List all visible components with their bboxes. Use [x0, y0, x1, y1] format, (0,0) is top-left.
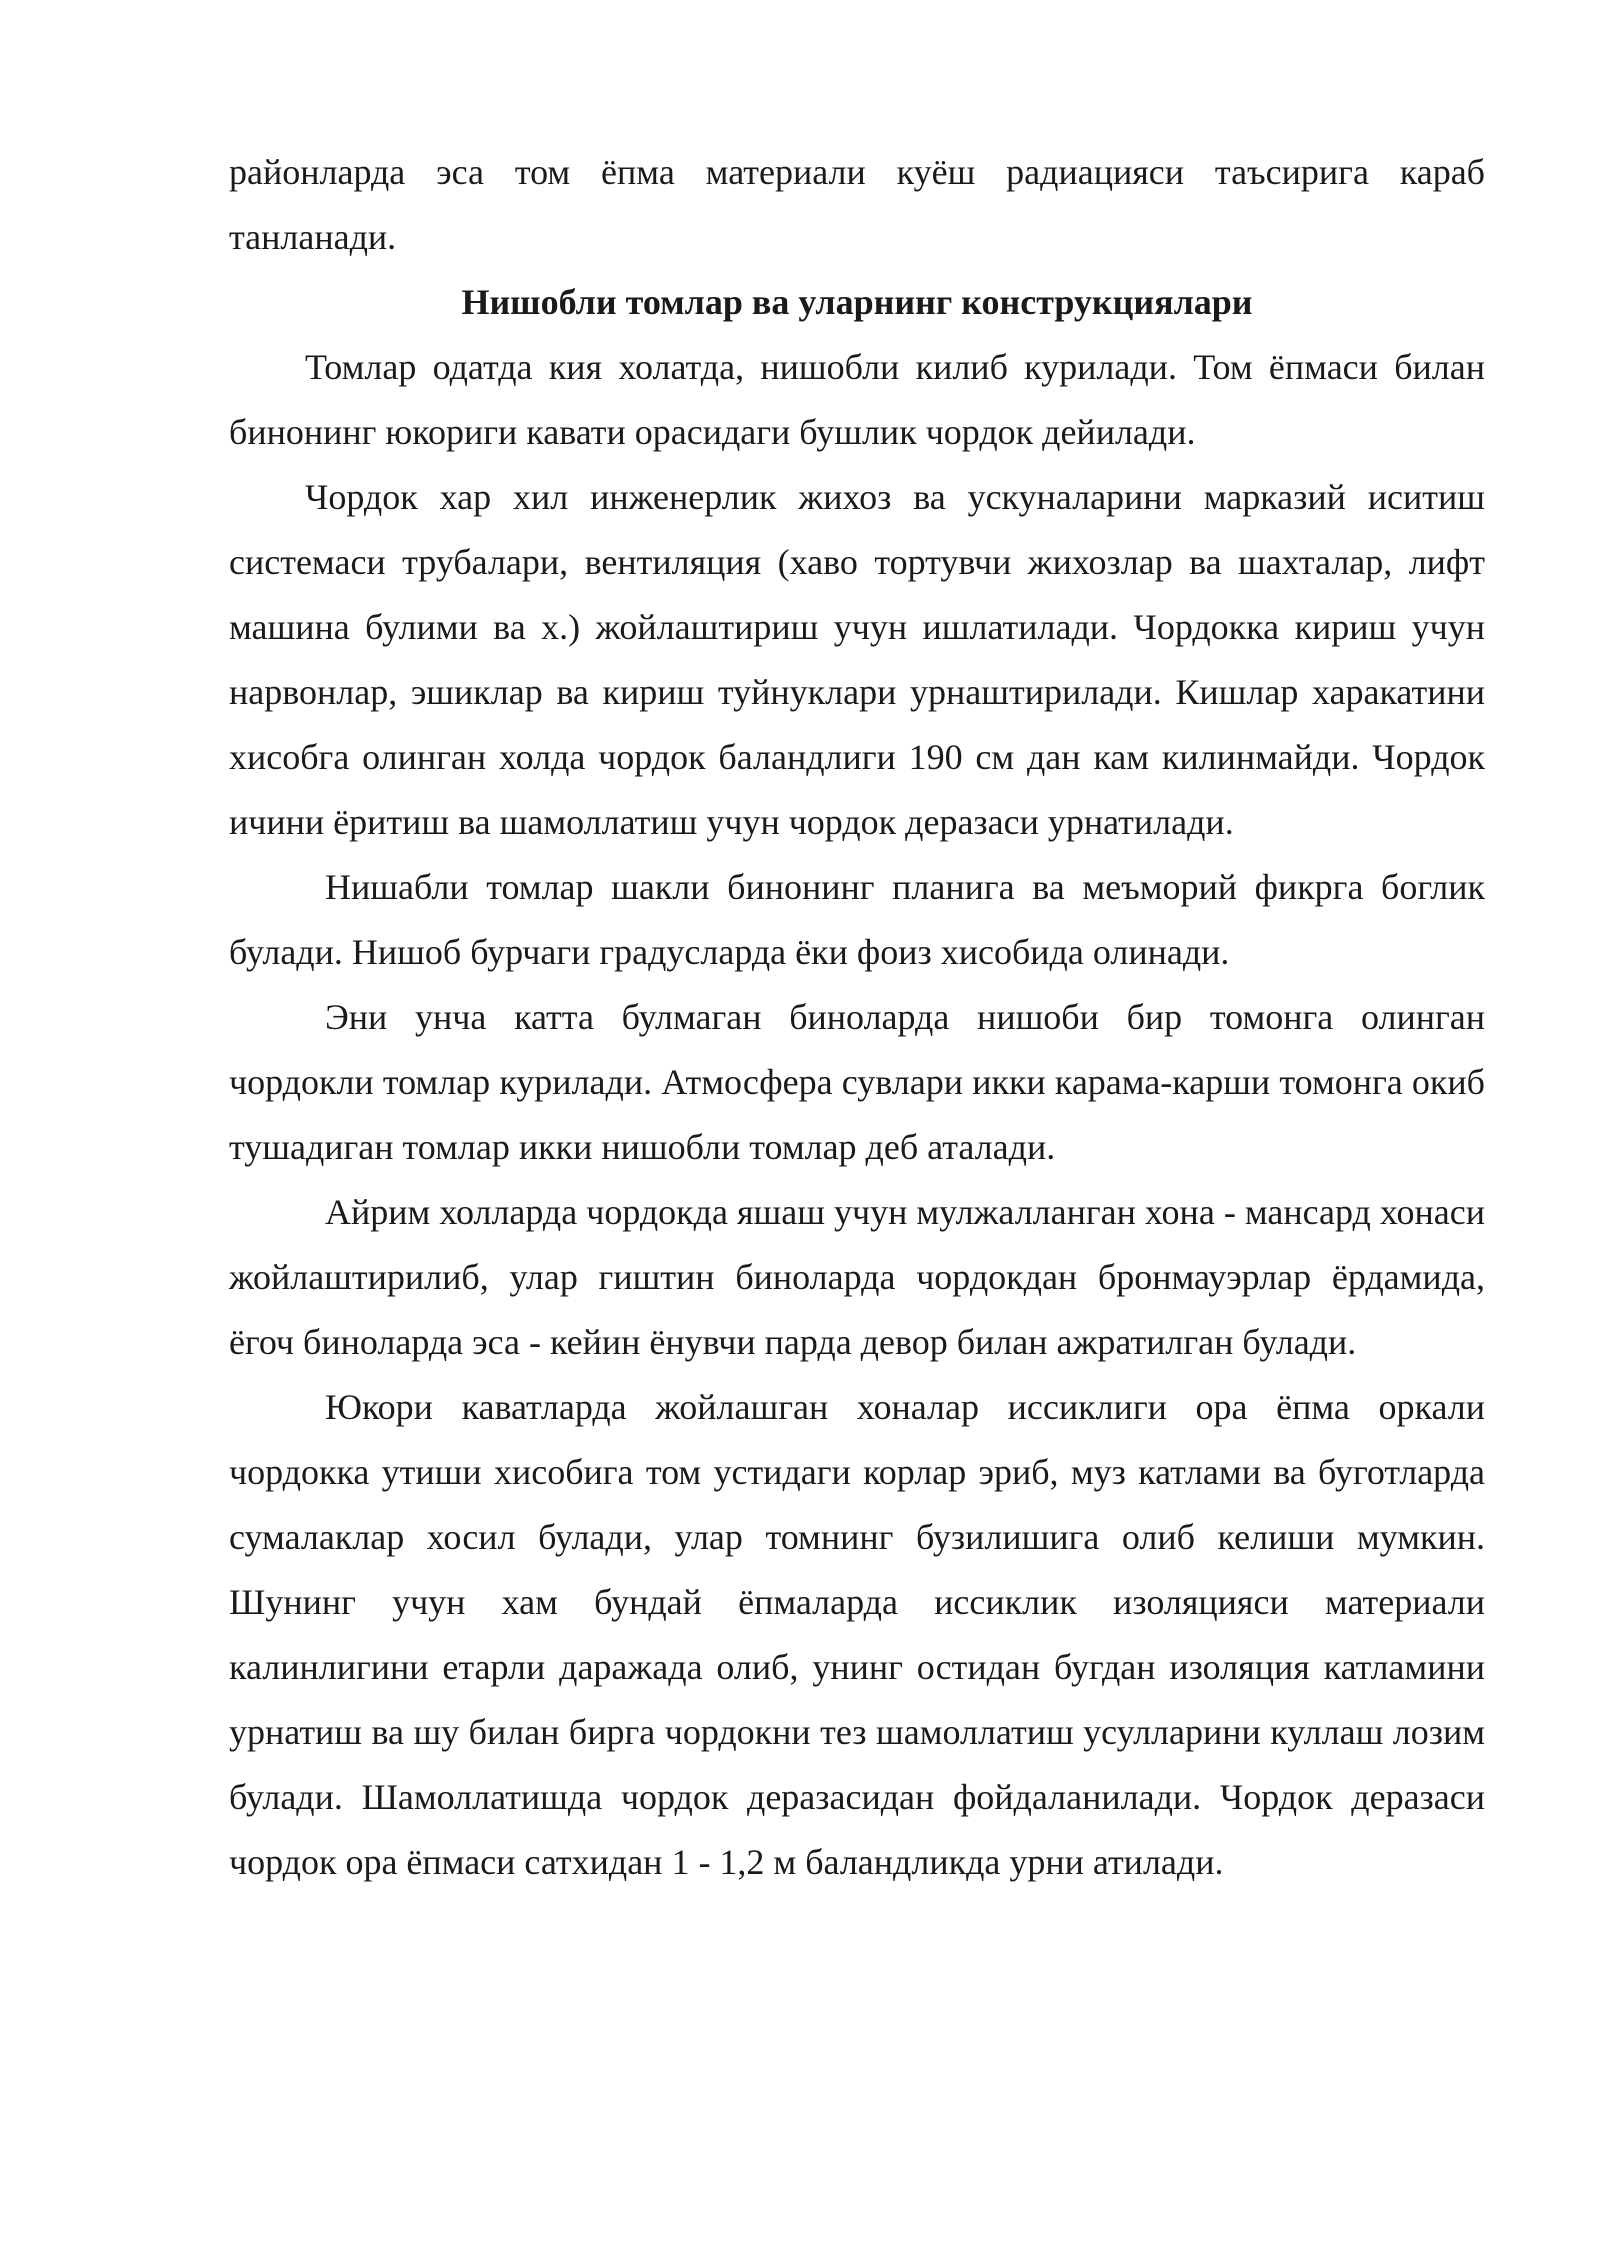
- paragraph-roof-slopes: Эни унча катта булмаган биноларда нишоби бир томонга олинган чордокли томлар курилади. Атмосфера сувлари икки карама-карши томонга окиб тушадиган томлар икки нишобли томлар деб аталади.: [229, 997, 1485, 1167]
- paragraph-roof-shape: Нишабли томлар шакли бинонинг планига ва меъморий фикрга боглик булади. Нишоб бурчаги градусларда ёки фоиз хисобида олинади.: [229, 867, 1485, 972]
- section-heading: Нишобли томлар ва уларнинг конструкциялари: [461, 282, 1253, 322]
- document-page: [229, 140, 1485, 1895]
- paragraph-roofs-intro: Томлар одатда кия холатда, нишобли килиб курилади. Том ёпмаси билан бинонинг юкориги кавати орасидаги бушлик чордок дейилади.: [229, 347, 1485, 452]
- paragraph-attic-usage: Чордок хар хил инженерлик жихоз ва ускуналарини марказий иситиш системаси трубалари, вентиляция (хаво тортувчи жихозлар ва шахталар, лифт машина булими ва х.) жойлаштириш учун ишлатилади. Чордокка кириш учун нарвонлар, эшиклар ва кириш туйнуклари урнаштирилади. Кишлар харакатини хисобга олинган холда чордок баландлиги 190 см дан кам килинмайди. Чордок ичини ёритиш ва шамоллатиш учун чордок деразаси урнатилади.: [229, 477, 1485, 842]
- paragraph-mansard: Айрим холларда чордокда яшаш учун мулжалланган хона - мансард хонаси жойлаштирилиб, улар гиштин биноларда чордокдан бронмауэрлар ёрдамида, ёгоч биноларда эса - кейин ёнувчи парда девор билан ажратилган булади.: [229, 1192, 1485, 1362]
- paragraph-continuation: районларда эса том ёпма материали куёш радиацияси таъсирига караб танланади.: [229, 152, 1485, 257]
- paragraph-insulation: Юкори каватларда жойлашган хоналар иссиклиги ора ёпма оркали чордокка утиши хисобига том устидаги корлар эриб, муз катлами ва буготларда сумалаклар хосил булади, улар томнинг бузилишига олиб келиши мумкин. Шунинг учун хам бундай ёпмаларда иссиклик изоляцияси материали калинлигини етарли даражада олиб, унинг остидан бугдан изоляция катламини урнатиш ва шу билан бирга чордокни тез шамоллатиш усулларини куллаш лозим булади. Шамоллатишда чордок деразасидан фойдаланилади. Чордок деразаси чордок ора ёпмаси сатхидан 1 - 1,2 м баландликда урни атилади.: [229, 1387, 1485, 1882]
